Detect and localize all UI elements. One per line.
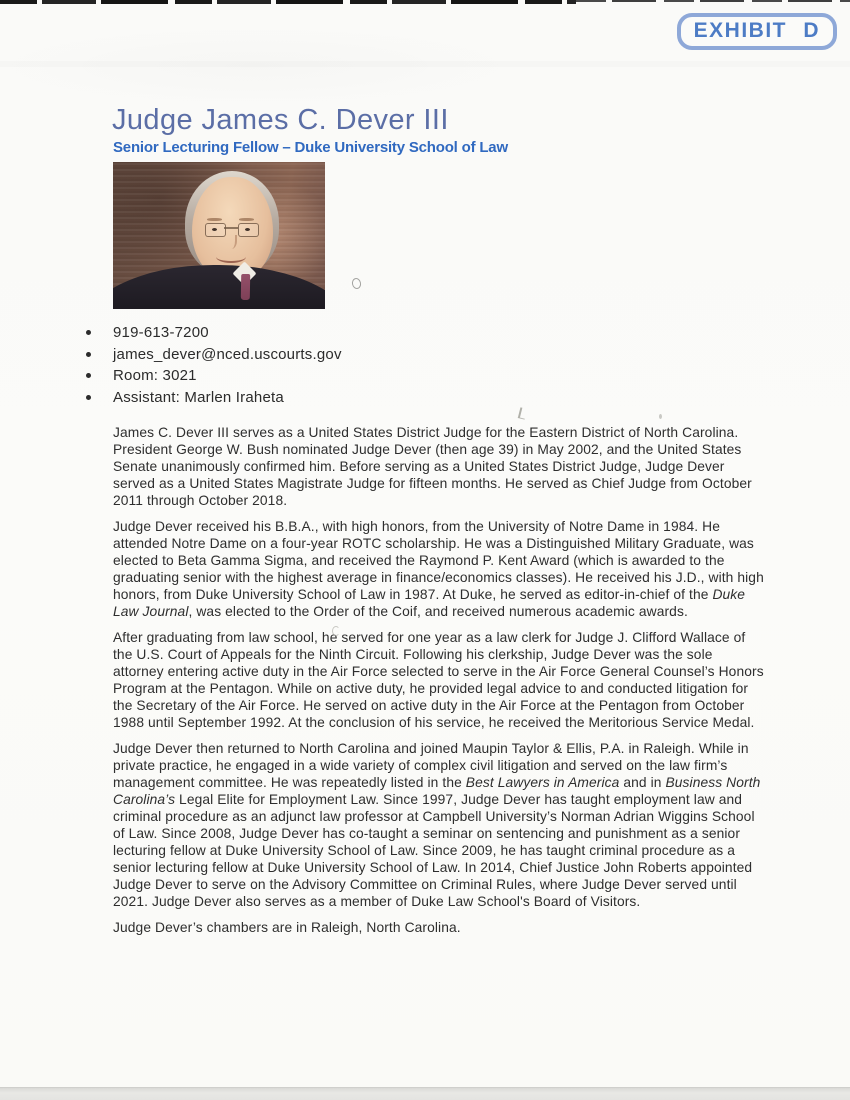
bio-text-italic: Duke Law Journal: [113, 587, 746, 619]
bullet-icon: [86, 395, 91, 400]
bio-paragraph: [113, 740, 767, 910]
scan-speck: [518, 407, 527, 419]
contact-item: [86, 344, 342, 366]
portrait-photo: [113, 162, 325, 309]
portrait-eye: [245, 228, 250, 231]
contact-item: [86, 322, 342, 344]
bio-text: After graduating from law school, he served for one year as a law clerk for Judge J. Clifford Wallace of the U.S. Court of Appeals for the Ninth Circuit. Following his clerkship, Judge Dever was the sole attorney entering active duty in the Air Force selected to serve in the Air Force General Counsel’s Honors Program at the Pentagon. While on active duty, he provided legal advice to and conducted litigation for the Secretary of the Air Force. He served on active duty in the Air Force at the Pentagon from October 1988 until September 1992. At the conclusion of his service, he received the Meritorious Service Medal.: [113, 630, 764, 730]
portrait-smile: [216, 250, 246, 263]
contact-item-label: Room: 3021: [113, 367, 197, 385]
bullet-icon: [86, 373, 91, 378]
bio-text: , was elected to the Order of the Coif, and received numerous academic awards.: [188, 604, 688, 619]
bio-section: [113, 424, 767, 945]
contact-item: [86, 387, 342, 409]
bio-text: and in: [619, 775, 666, 790]
scan-artifact-band: [0, 61, 850, 67]
scan-speck: [332, 626, 340, 636]
contact-item-label: james_dever@nced.uscourts.gov: [113, 345, 342, 363]
bio-text: Judge Dever then returned to North Carolina and joined Maupin Taylor & Ellis, P.A. in Raleigh. While in private practice, he engaged in a wide variety of complex civil litigation and served on the law firm’s management committee. He was repeatedly listed in the: [113, 741, 749, 790]
portrait-eye: [212, 228, 217, 231]
contact-item-label: Assistant: Marlen Iraheta: [113, 389, 284, 407]
contact-item: [86, 365, 342, 387]
portrait-eyebrow: [239, 218, 254, 221]
bio-text: Judge Dever’s chambers are in Raleigh, North Carolina.: [113, 920, 461, 935]
bio-paragraph: [113, 424, 767, 509]
bullet-icon: [86, 330, 91, 335]
exhibit-stamp: [677, 13, 837, 50]
scan-artifact-top-bar: [0, 0, 850, 5]
scan-speck: [659, 414, 662, 419]
portrait-glasses-bridge: [224, 227, 238, 229]
bio-paragraph: [113, 629, 767, 731]
scan-dash-segment: [576, 0, 850, 2]
portrait-eyebrow: [207, 218, 222, 221]
bio-text-italic: Best Lawyers in America: [465, 775, 620, 790]
page-subtitle: Senior Lecturing Fellow – Duke University School of Law: [113, 139, 508, 156]
scan-dash-segment: [0, 0, 576, 4]
bio-text: Judge Dever received his B.B.A., with high honors, from the University of Notre Dame in 1984. He attended Notre Dame on a four-year ROTC scholarship. He was a Distinguished Military Graduate, was elected to Beta Gamma Sigma, and received the Raymond P. Kent Award (which is awarded to the graduating senior with the highest average in finance/economics classes). He received his J.D., with high honors, from Duke University School of Law in 1987. At Duke, he served as editor-in-chief of the: [113, 519, 764, 602]
exhibit-stamp-label: EXHIBIT D: [693, 19, 820, 42]
scan-artifact-bottom-bar: [0, 1087, 850, 1100]
bio-paragraph: [113, 518, 767, 620]
bio-text: Legal Elite for Employment Law. Since 1997, Judge Dever has taught employment law and criminal procedure as an adjunct law professor at Campbell University’s Norman Adrian Wiggins School of Law. Since 2008, Judge Dever has co-taught a seminar on sentencing and punishment as a senior lecturing fellow at Duke University School of Law. Since 2009, he has taught criminal procedure as a senior lecturing fellow at Duke University School of Law. In 2014, Chief Justice John Roberts appointed Judge Dever to serve on the Advisory Committee on Criminal Rules, where Judge Dever served until 2021. Judge Dever also serves as a member of Duke Law School's Board of Visitors.: [113, 792, 755, 909]
scan-speck: [351, 277, 362, 290]
bio-text: James C. Dever III serves as a United States District Judge for the Eastern District of North Carolina. President George W. Bush nominated Judge Dever (then age 39) in May 2002, and the United States Senate unanimously confirmed him. Before serving as a United States District Judge, Judge Dever served as a United States Magistrate Judge for fifteen months. He served as Chief Judge from October 2011 through October 2018.: [113, 425, 752, 508]
portrait-tie: [241, 274, 250, 300]
bio-text-italic: Business North Carolina’s: [113, 775, 761, 807]
page-title: Judge James C. Dever III: [112, 104, 449, 136]
contact-list: [86, 322, 342, 408]
bullet-icon: [86, 352, 91, 357]
bio-paragraph: [113, 919, 767, 936]
contact-item-label: 919-613-7200: [113, 324, 209, 342]
